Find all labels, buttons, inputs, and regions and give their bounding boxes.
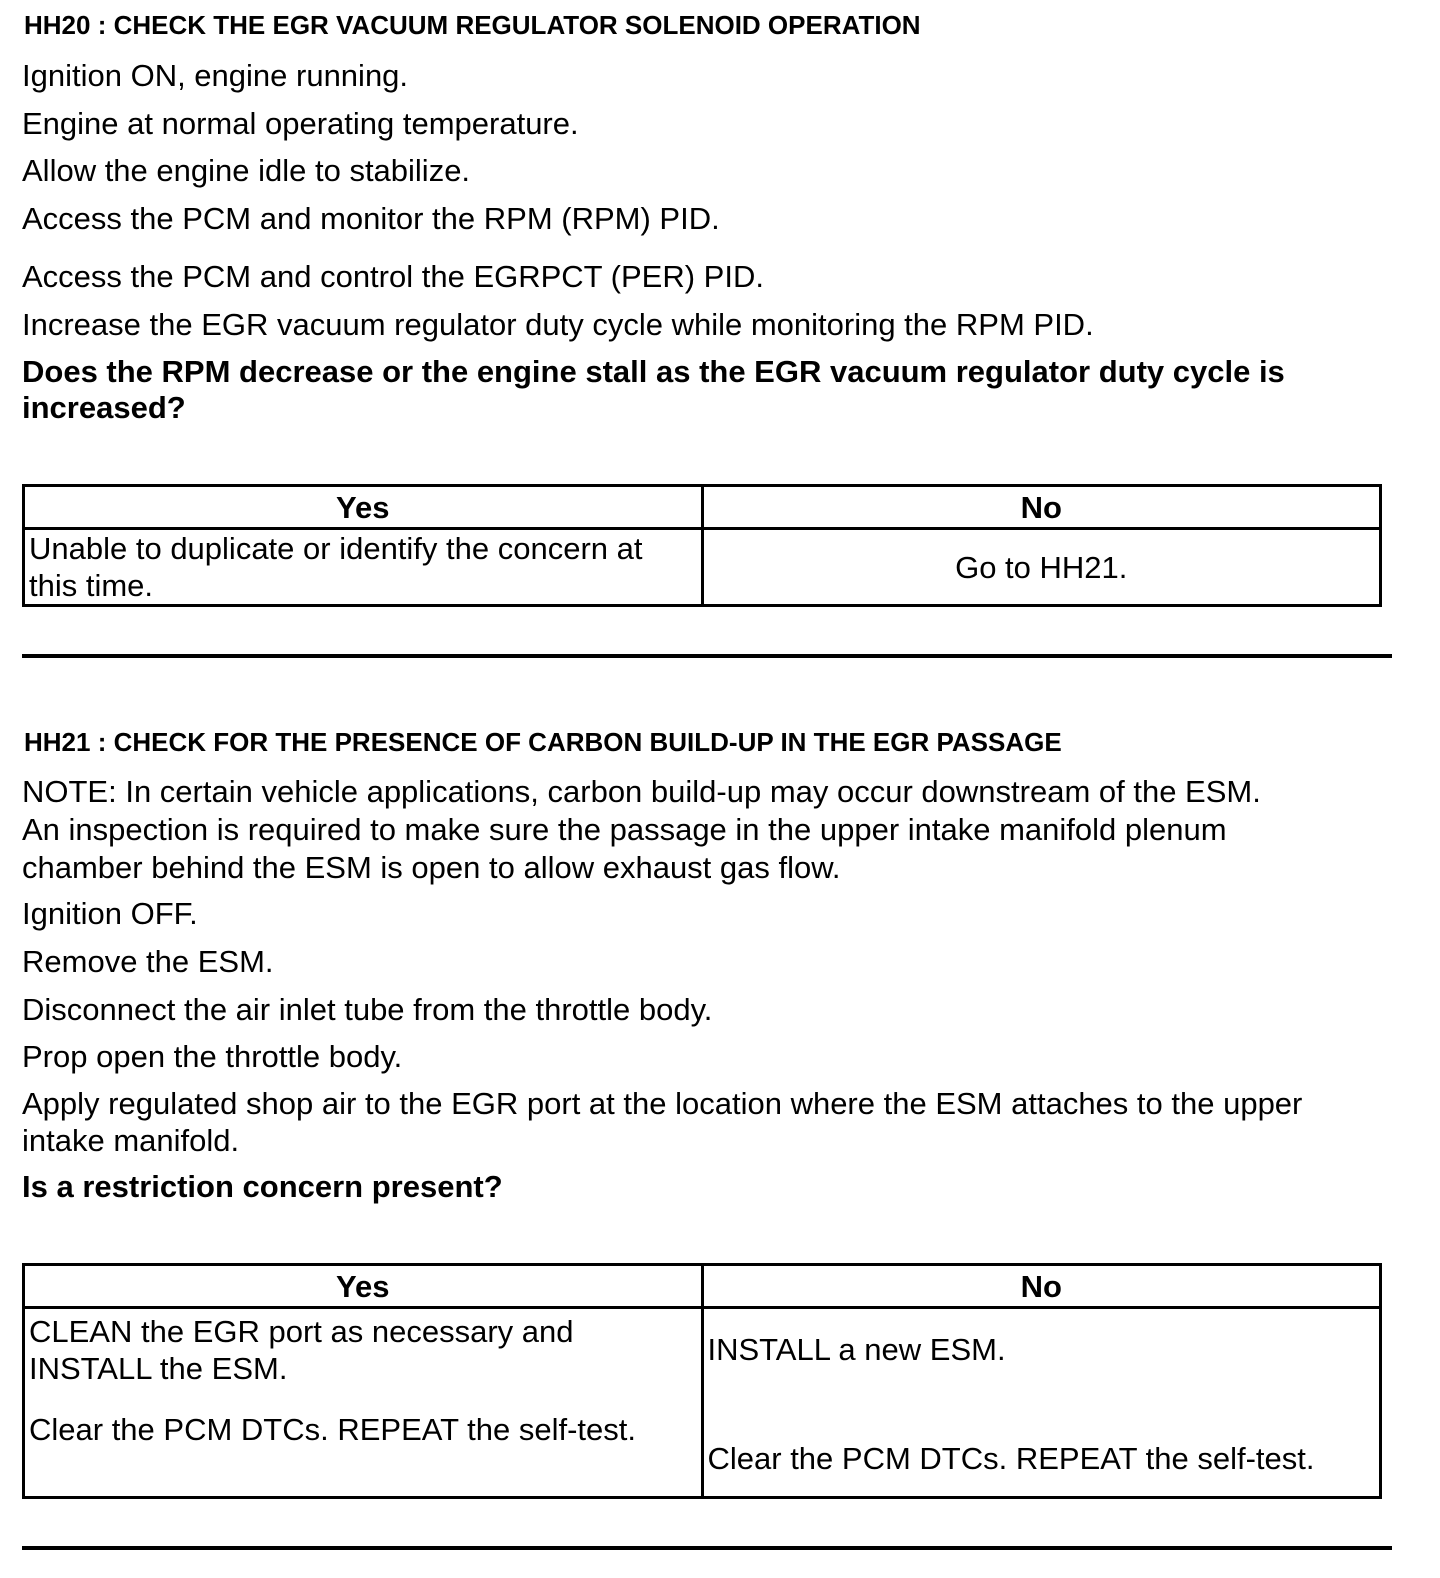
hh21-step: intake manifold. bbox=[22, 1123, 240, 1158]
no-result-line: Clear the PCM DTCs. REPEAT the self-test. bbox=[707, 1441, 1315, 1476]
hh20-result-table bbox=[22, 484, 1382, 607]
hh20-question: Does the RPM decrease or the engine stall as the EGR vacuum regulator duty cycle is increased? bbox=[22, 354, 1285, 425]
no-result-cell bbox=[702, 1308, 1381, 1498]
hh20-step: Access the PCM and control the EGRPCT (PER) PID. bbox=[22, 259, 764, 294]
no-column-header: No bbox=[702, 1265, 1381, 1308]
yes-column-header: Yes bbox=[24, 486, 703, 529]
hh21-step: Remove the ESM. bbox=[22, 944, 274, 979]
no-column-header: No bbox=[702, 486, 1381, 529]
hh21-step: Apply regulated shop air to the EGR port at the location where the ESM attaches to the upper bbox=[22, 1086, 1303, 1121]
hh21-note-line: NOTE: In certain vehicle applications, carbon build-up may occur downstream of the ESM. bbox=[22, 774, 1261, 809]
yes-result-cell bbox=[24, 1308, 703, 1498]
yes-result-cell: Unable to duplicate or identify the concern at this time. bbox=[24, 529, 703, 606]
hh21-step: Disconnect the air inlet tube from the throttle body. bbox=[22, 992, 713, 1027]
hh20-step: Ignition ON, engine running. bbox=[22, 58, 409, 93]
hh20-step: Increase the EGR vacuum regulator duty cycle while monitoring the RPM PID. bbox=[22, 307, 1094, 342]
yes-column-header: Yes bbox=[24, 1265, 703, 1308]
hh21-step: Prop open the throttle body. bbox=[22, 1039, 403, 1074]
hh21-heading: HH21 : CHECK FOR THE PRESENCE OF CARBON BUILD-UP IN THE EGR PASSAGE bbox=[24, 727, 1062, 757]
hh20-step: Engine at normal operating temperature. bbox=[22, 106, 579, 141]
section-divider bbox=[22, 654, 1392, 658]
no-result-line: INSTALL a new ESM. bbox=[707, 1332, 1006, 1367]
hh21-note-line: An inspection is required to make sure the passage in the upper intake manifold plenum bbox=[22, 812, 1227, 847]
hh21-question: Is a restriction concern present? bbox=[22, 1169, 503, 1204]
hh20-step: Access the PCM and monitor the RPM (RPM) PID. bbox=[22, 201, 720, 236]
no-result-cell: Go to HH21. bbox=[702, 529, 1381, 606]
hh21-note-line: chamber behind the ESM is open to allow exhaust gas flow. bbox=[22, 850, 841, 885]
hh20-step: Allow the engine idle to stabilize. bbox=[22, 153, 471, 188]
yes-result-line: CLEAN the EGR port as necessary and INSTALL the ESM. bbox=[29, 1314, 574, 1386]
hh21-step: Ignition OFF. bbox=[22, 896, 198, 931]
hh20-heading: HH20 : CHECK THE EGR VACUUM REGULATOR SOLENOID OPERATION bbox=[24, 10, 921, 40]
section-divider bbox=[22, 1546, 1392, 1550]
yes-result-line: Clear the PCM DTCs. REPEAT the self-test. bbox=[29, 1412, 636, 1447]
hh21-result-table bbox=[22, 1263, 1382, 1499]
